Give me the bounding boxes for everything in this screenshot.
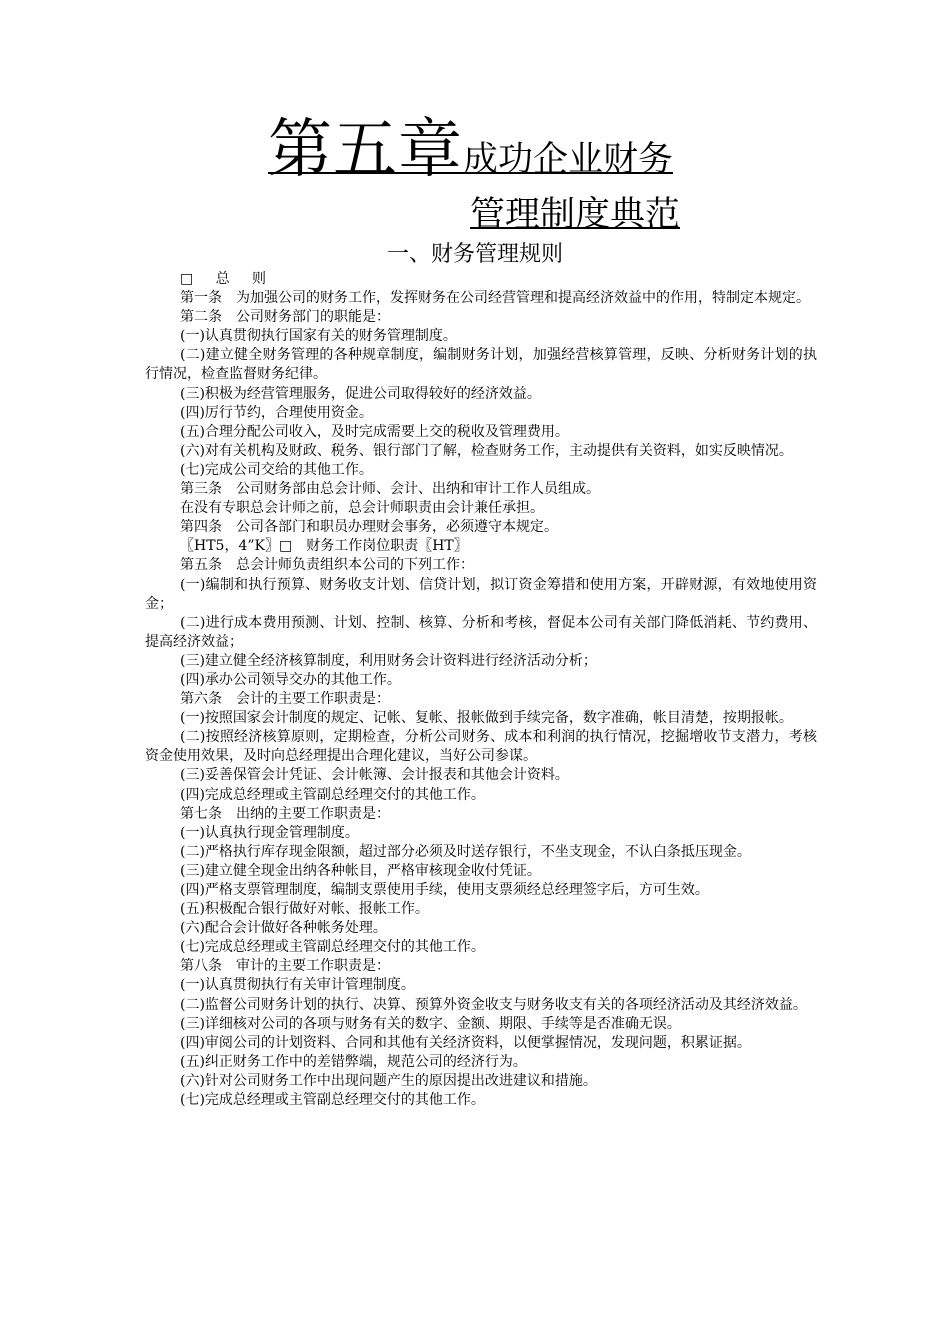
paragraph: 第七条 出纳的主要工作职责是： [180, 805, 390, 822]
section-heading-char-1: 总 [215, 271, 230, 287]
paragraph: 〖HT5，4”K〗□ 财务工作岗位职责〖HT〗 [180, 538, 468, 555]
paragraph: (三)建立健全经济核算制度，利用财务会计资料进行经济活动分析； [180, 652, 597, 669]
paragraph: (七)完成公司交给的其他工作。 [180, 461, 373, 478]
chapter-number: 第五章 [268, 113, 463, 187]
paragraph: 第四条 公司各部门和职员办理财会事务，必须遵守本规定。 [180, 519, 558, 536]
paragraph: (四)严格支票管理制度，编制支票使用手续，使用支票须经总经理签字后，方可生效。 [180, 882, 709, 898]
checkbox-glyph: □ [180, 271, 194, 287]
paragraph: 第五条 总会计师负责组织本公司的下列工作： [180, 557, 474, 574]
paragraph: (三)妥善保管会计凭证、会计帐簿、会计报表和其他会计资料。 [180, 767, 569, 784]
paragraph: 在没有专职总会计师之前，总会计师职责由会计兼任承担。 [180, 500, 544, 517]
paragraph: (五)合理分配公司收入，及时完成需要上交的税收及管理费用。 [180, 423, 569, 440]
paragraph-list [145, 289, 817, 1110]
paragraph: (一)认真贯彻执行有关审计管理制度。 [180, 977, 415, 994]
section-heading-char-2: 则 [252, 271, 267, 287]
paragraph: (六)针对公司财务工作中出现问题产生的原因提出改进建议和措施。 [180, 1072, 597, 1089]
paragraph: (五)积极配合银行做好对帐、报帐工作。 [180, 901, 429, 918]
paragraph: 第一条 为加强公司的财务工作，发挥财务在公司经营管理和提高经济效益中的作用，特制定本规定。 [180, 290, 810, 307]
paragraph: (四)承办公司领导交办的其他工作。 [180, 671, 401, 688]
chapter-title-line1 [268, 110, 673, 200]
paragraph: 第三条 公司财务部由总会计师、会计、出纳和审计工作人员组成。 [180, 481, 600, 498]
paragraph: (三)详细核对公司的各项与财务有关的数字、金额、期限、手续等是否准确无误。 [180, 1015, 681, 1032]
paragraph: (五)纠正财务工作中的差错弊端，规范公司的经济行为。 [180, 1053, 527, 1070]
document-body [145, 270, 817, 1110]
paragraph: 第六条 会计的主要工作职责是： [180, 691, 390, 708]
chapter-title-text: 成功企业财务 [463, 140, 674, 180]
paragraph: (四)审阅公司的计划资料、合同和其他有关经济资料，以便掌握情况，发现问题，积累证据。 [180, 1034, 751, 1051]
paragraph: (四)完成总经理或主管副总经理交付的其他工作。 [180, 786, 485, 803]
paragraph: (四)厉行节约，合理使用资金。 [180, 404, 373, 421]
paragraph: (二)严格执行库存现金限额，超过部分必须及时送存银行，不坐支现金，不认白条抵压现金。 [180, 843, 751, 860]
paragraph: (一)按照国家会计制度的规定、记帐、复帐、报帐做到手续完备，数字准确，帐目清楚，按期报帐。 [180, 710, 793, 727]
paragraph: (三)建立健全现金出纳各种帐目，严格审核现金收付凭证。 [180, 862, 541, 879]
paragraph: (三)积极为经营管理服务，促进公司取得较好的经济效益。 [180, 385, 541, 402]
paragraph: (二)进行成本费用预测、计划、控制、核算、分析和考核，督促本公司有关部门降低消耗、节约费用、提高经济效益； [145, 614, 817, 650]
chapter-title-line2: 管理制度典范 [470, 195, 681, 235]
paragraph: (一)认真执行现金管理制度。 [180, 824, 359, 841]
paragraph: (二)监督公司财务计划的执行、决算、预算外资金收支与财务收支有关的各项经济活动及其经济效益。 [180, 996, 807, 1013]
paragraph: 第八条 审计的主要工作职责是： [180, 958, 390, 975]
paragraph: (一)编制和执行预算、财务收支计划、信贷计划，拟订资金筹措和使用方案，开辟财源，有效地使用资金； [145, 576, 817, 612]
paragraph: (六)配合会计做好各种帐务处理。 [180, 920, 387, 937]
paragraph: (七)完成总经理或主管副总经理交付的其他工作。 [180, 1092, 485, 1109]
paragraph: (二)按照经济核算原则，定期检查，分析公司财务、成本和利润的执行情况，挖掘增收节支潜力，考核资金使用效果，及时向总经理提出合理化建议，当好公司参谋。 [145, 729, 817, 765]
section-title: 一、财务管理规则 [386, 242, 563, 267]
paragraph: (七)完成总经理或主管副总经理交付的其他工作。 [180, 939, 485, 956]
paragraph: (一)认真贯彻执行国家有关的财务管理制度。 [180, 328, 457, 345]
section-heading-general [145, 270, 817, 289]
paragraph: (六)对有关机构及财政、税务、银行部门了解，检查财务工作，主动提供有关资料，如实反映情况。 [180, 442, 793, 459]
paragraph: (二)建立健全财务管理的各种规章制度，编制财务计划，加强经营核算管理，反映、分析财务计划的执行情况，检查监督财务纪律。 [145, 347, 817, 383]
paragraph: 第二条 公司财务部门的职能是： [180, 309, 390, 326]
